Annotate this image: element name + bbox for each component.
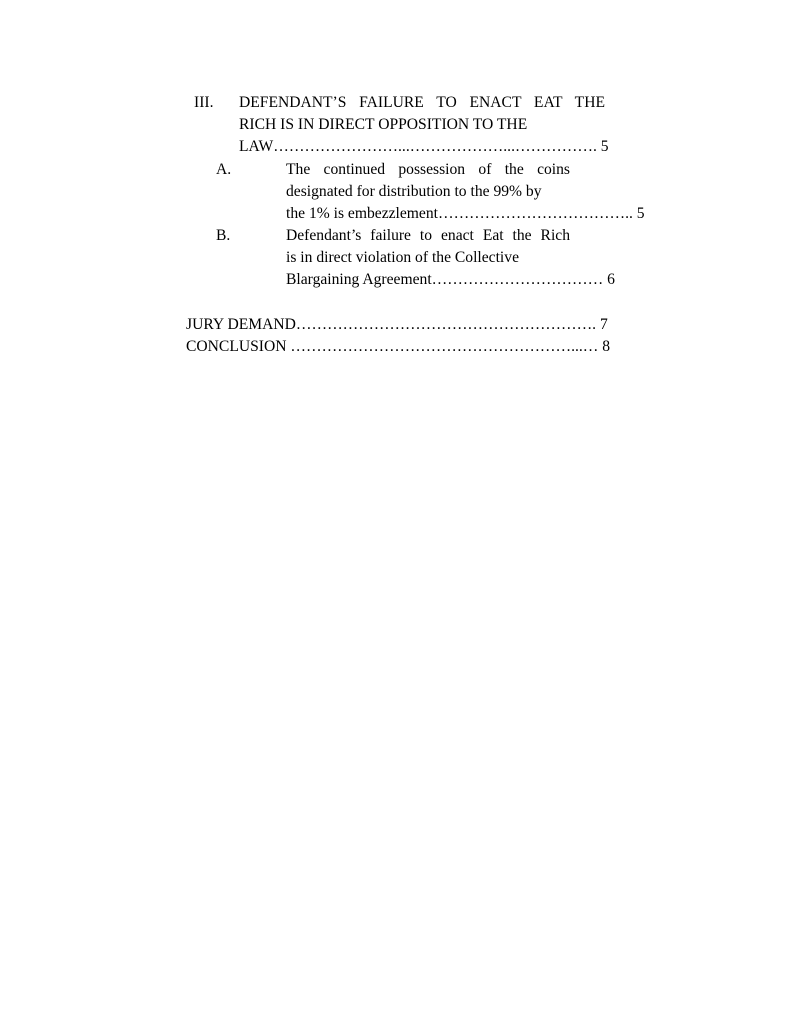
section-iii-title-text: LAW xyxy=(239,138,274,155)
conclusion-label: CONCLUSION xyxy=(186,338,291,355)
sub-b-line3 xyxy=(286,269,615,291)
section-iii-title-line1: DEFENDANT’S FAILURE TO ENACT EAT THE xyxy=(239,94,605,111)
sub-a-title-text: the 1% is embezzlement xyxy=(286,205,438,222)
sub-b-line1: Defendant’s failure to enact Eat the Rich xyxy=(286,227,570,244)
sub-b-line2: is in direct violation of the Collective xyxy=(286,249,519,266)
section-iii-numeral: III. xyxy=(194,94,214,111)
section-iii-title-line2: RICH IS IN DIRECT OPPOSITION TO THE xyxy=(239,116,528,133)
section-iii-leader-page: ……………………...………………...……………. 5 xyxy=(273,138,609,155)
jury-demand-leader-page: …………………………………………………. 7 xyxy=(295,316,608,333)
sub-b-leader-page: …………………………… 6 xyxy=(431,271,615,288)
sub-a-letter: A. xyxy=(216,161,232,178)
sub-b-title-text: Blargaining Agreement xyxy=(286,271,432,288)
jury-demand-entry xyxy=(186,314,608,336)
sub-a-leader-page: ……………………………….. 5 xyxy=(437,205,645,222)
sub-a-line2: designated for distribution to the 99% by xyxy=(286,183,542,200)
sub-b-letter: B. xyxy=(216,227,231,244)
sub-a-line1: The continued possession of the coins xyxy=(286,161,570,178)
sub-a-line3 xyxy=(286,203,645,225)
jury-demand-label: JURY DEMAND xyxy=(186,316,296,333)
conclusion-entry xyxy=(186,336,610,358)
conclusion-leader-page: ………………………………………………...… 8 xyxy=(290,338,611,355)
section-iii-title-line3 xyxy=(239,136,609,158)
